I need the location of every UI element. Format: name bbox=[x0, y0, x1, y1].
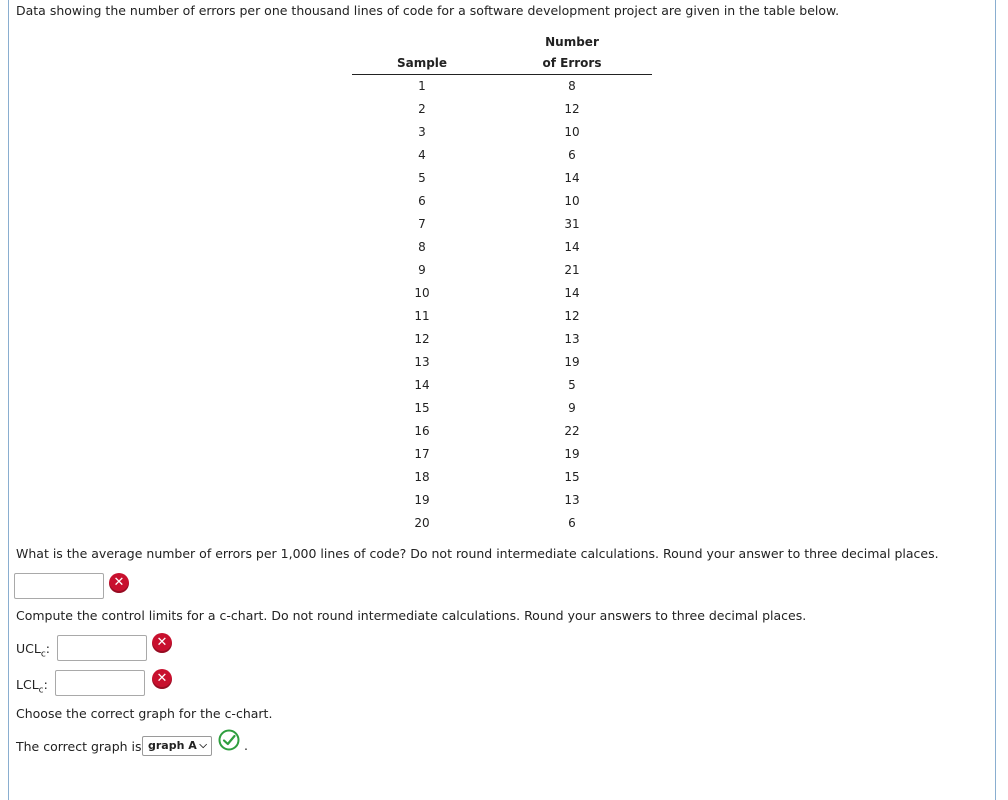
graph-select-value: graph A bbox=[148, 739, 197, 752]
errors-cell: 15 bbox=[564, 470, 580, 484]
correct-check-icon bbox=[218, 729, 240, 751]
sample-cell: 16 bbox=[414, 424, 430, 438]
sample-cell: 13 bbox=[414, 355, 430, 369]
sample-cell: 17 bbox=[414, 447, 430, 461]
question-average: What is the average number of errors per 1,000 lines of code? Do not round intermediate calculations. Round your answer to three decimal places. bbox=[16, 546, 939, 561]
incorrect-icon: ✕ bbox=[109, 573, 129, 593]
table-row bbox=[352, 144, 652, 167]
errors-cell: 9 bbox=[568, 401, 576, 415]
table-row bbox=[352, 489, 652, 512]
table-row bbox=[352, 282, 652, 305]
errors-cell: 12 bbox=[564, 102, 580, 116]
sample-cell: 2 bbox=[418, 102, 426, 116]
sample-cell: 8 bbox=[418, 240, 426, 254]
errors-cell: 12 bbox=[564, 309, 580, 323]
errors-cell: 13 bbox=[564, 493, 580, 507]
table-row bbox=[352, 213, 652, 236]
errors-cell: 6 bbox=[568, 148, 576, 162]
errors-header-line2: of Errors bbox=[492, 53, 652, 75]
incorrect-icon: ✕ bbox=[152, 669, 172, 689]
intro-text: Data showing the number of errors per one thousand lines of code for a software development project are given in the table below. bbox=[16, 3, 840, 18]
table-row bbox=[352, 190, 652, 213]
errors-cell: 6 bbox=[568, 516, 576, 530]
sample-cell: 19 bbox=[414, 493, 430, 507]
incorrect-icon: ✕ bbox=[152, 633, 172, 653]
sample-cell: 11 bbox=[414, 309, 430, 323]
table-row bbox=[352, 121, 652, 144]
sample-cell: 3 bbox=[418, 125, 426, 139]
sample-cell: 6 bbox=[418, 194, 426, 208]
graph-prefix: The correct graph is bbox=[16, 739, 142, 754]
table-row bbox=[352, 259, 652, 282]
chevron-down-icon: ⌵ bbox=[199, 740, 207, 751]
ucl-input[interactable] bbox=[57, 635, 147, 661]
errors-header-line1: Number bbox=[545, 35, 599, 49]
table-row bbox=[352, 512, 652, 535]
table-row bbox=[352, 374, 652, 397]
errors-cell: 8 bbox=[568, 79, 576, 93]
errors-table bbox=[352, 32, 652, 535]
table-row bbox=[352, 420, 652, 443]
lcl-label: $LCL_c$: bbox=[16, 677, 48, 696]
table-row bbox=[352, 236, 652, 259]
errors-cell: 10 bbox=[564, 125, 580, 139]
errors-cell: 10 bbox=[564, 194, 580, 208]
sample-cell: 10 bbox=[414, 286, 430, 300]
sample-cell: 15 bbox=[414, 401, 430, 415]
sample-header: Sample bbox=[352, 53, 492, 75]
table-row bbox=[352, 305, 652, 328]
errors-cell: 19 bbox=[564, 355, 580, 369]
question-graph: Choose the correct graph for the c-chart. bbox=[16, 706, 273, 721]
sample-cell: 7 bbox=[418, 217, 426, 231]
errors-cell: 31 bbox=[564, 217, 580, 231]
sample-header-blank bbox=[352, 32, 492, 53]
sample-cell: 4 bbox=[418, 148, 426, 162]
errors-cell: 22 bbox=[564, 424, 580, 438]
sample-cell: 12 bbox=[414, 332, 430, 346]
question-control-limits: Compute the control limits for a c-chart. Do not round intermediate calculations. Round your answers to three decimal places. bbox=[16, 608, 807, 623]
sample-cell: 5 bbox=[418, 171, 426, 185]
table-row bbox=[352, 167, 652, 190]
table-row bbox=[352, 443, 652, 466]
table-row bbox=[352, 98, 652, 121]
sample-cell: 18 bbox=[414, 470, 430, 484]
errors-cell: 5 bbox=[568, 378, 576, 392]
table-row bbox=[352, 75, 652, 99]
table-row bbox=[352, 328, 652, 351]
errors-cell: 14 bbox=[564, 240, 580, 254]
lcl-input[interactable] bbox=[55, 670, 145, 696]
errors-cell: 21 bbox=[564, 263, 580, 277]
errors-cell: 19 bbox=[564, 447, 580, 461]
sample-cell: 1 bbox=[418, 79, 426, 93]
period: . bbox=[244, 738, 248, 753]
table-row bbox=[352, 351, 652, 374]
graph-select[interactable] bbox=[142, 736, 212, 756]
table-row bbox=[352, 397, 652, 420]
sample-cell: 20 bbox=[414, 516, 430, 530]
ucl-label: $UCL_c$: bbox=[16, 641, 51, 660]
table-row bbox=[352, 466, 652, 489]
errors-cell: 14 bbox=[564, 286, 580, 300]
sample-cell: 14 bbox=[414, 378, 430, 392]
average-input[interactable] bbox=[14, 573, 104, 599]
errors-cell: 13 bbox=[564, 332, 580, 346]
errors-cell: 14 bbox=[564, 171, 580, 185]
sample-cell: 9 bbox=[418, 263, 426, 277]
